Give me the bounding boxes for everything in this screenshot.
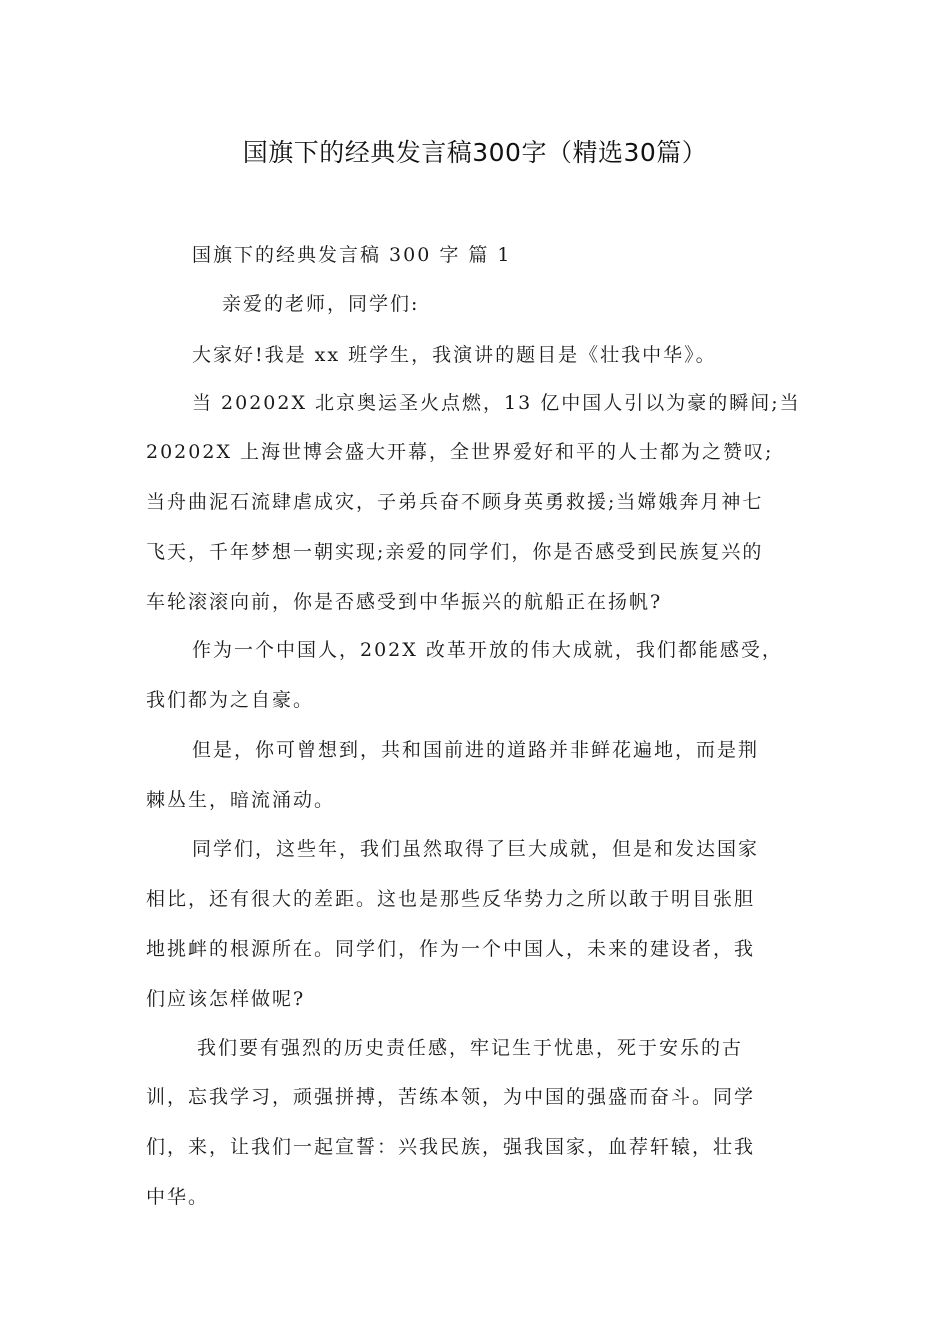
paragraph-line: 但是，你可曾想到，共和国前进的道路并非鲜花遍地，而是荆	[192, 739, 760, 761]
paragraph-line: 车轮滚滚向前，你是否感受到中华振兴的航船正在扬帆?	[146, 591, 663, 613]
paragraph-line: 我们要有强烈的历史责任感，牢记生于忧患，死于安乐的古	[197, 1037, 744, 1059]
salutation: 亲爱的老师，同学们:	[222, 293, 420, 315]
paragraph-line: 相比，还有很大的差距。这也是那些反华势力之所以敢于明目张胆	[146, 888, 756, 910]
paragraph-line: 棘丛生，暗流涌动。	[146, 789, 336, 811]
paragraph-line: 大家好!我是 xx 班学生，我演讲的题目是《壮我中华》。	[192, 344, 717, 366]
paragraph-line: 我们都为之自豪。	[146, 689, 315, 711]
paragraph-line: 当 20202X 北京奥运圣火点燃，13 亿中国人引以为豪的瞬间;当	[192, 392, 801, 414]
paragraph-line: 中华。	[146, 1186, 210, 1208]
paragraph-line: 们应该怎样做呢?	[146, 988, 306, 1010]
paragraph-line: 飞天，千年梦想一朝实现;亲爱的同学们，你是否感受到民族复兴的	[146, 541, 764, 563]
paragraph-line: 当舟曲泥石流肆虐成灾，子弟兵奋不顾身英勇救援;当嫦娥奔月神七	[146, 491, 764, 513]
document-title: 国旗下的经典发言稿300字（精选30篇）	[242, 138, 708, 167]
paragraph-line: 们，来，让我们一起宣誓：兴我民族，强我国家，血荐轩辕，壮我	[146, 1136, 756, 1158]
paragraph-line: 训，忘我学习，顽强拼搏，苦练本领，为中国的强盛而奋斗。同学	[146, 1086, 756, 1108]
paragraph-line: 20202X 上海世博会盛大开幕，全世界爱好和平的人士都为之赞叹;	[146, 441, 774, 463]
paragraph-line: 同学们，这些年，我们虽然取得了巨大成就，但是和发达国家	[192, 838, 760, 860]
paragraph-line: 地挑衅的根源所在。同学们，作为一个中国人，未来的建设者，我	[146, 938, 756, 960]
paragraph-line: 作为一个中国人，202X 改革开放的伟大成就，我们都能感受，	[192, 639, 783, 661]
section-heading: 国旗下的经典发言稿 300 字 篇 1	[192, 244, 512, 266]
